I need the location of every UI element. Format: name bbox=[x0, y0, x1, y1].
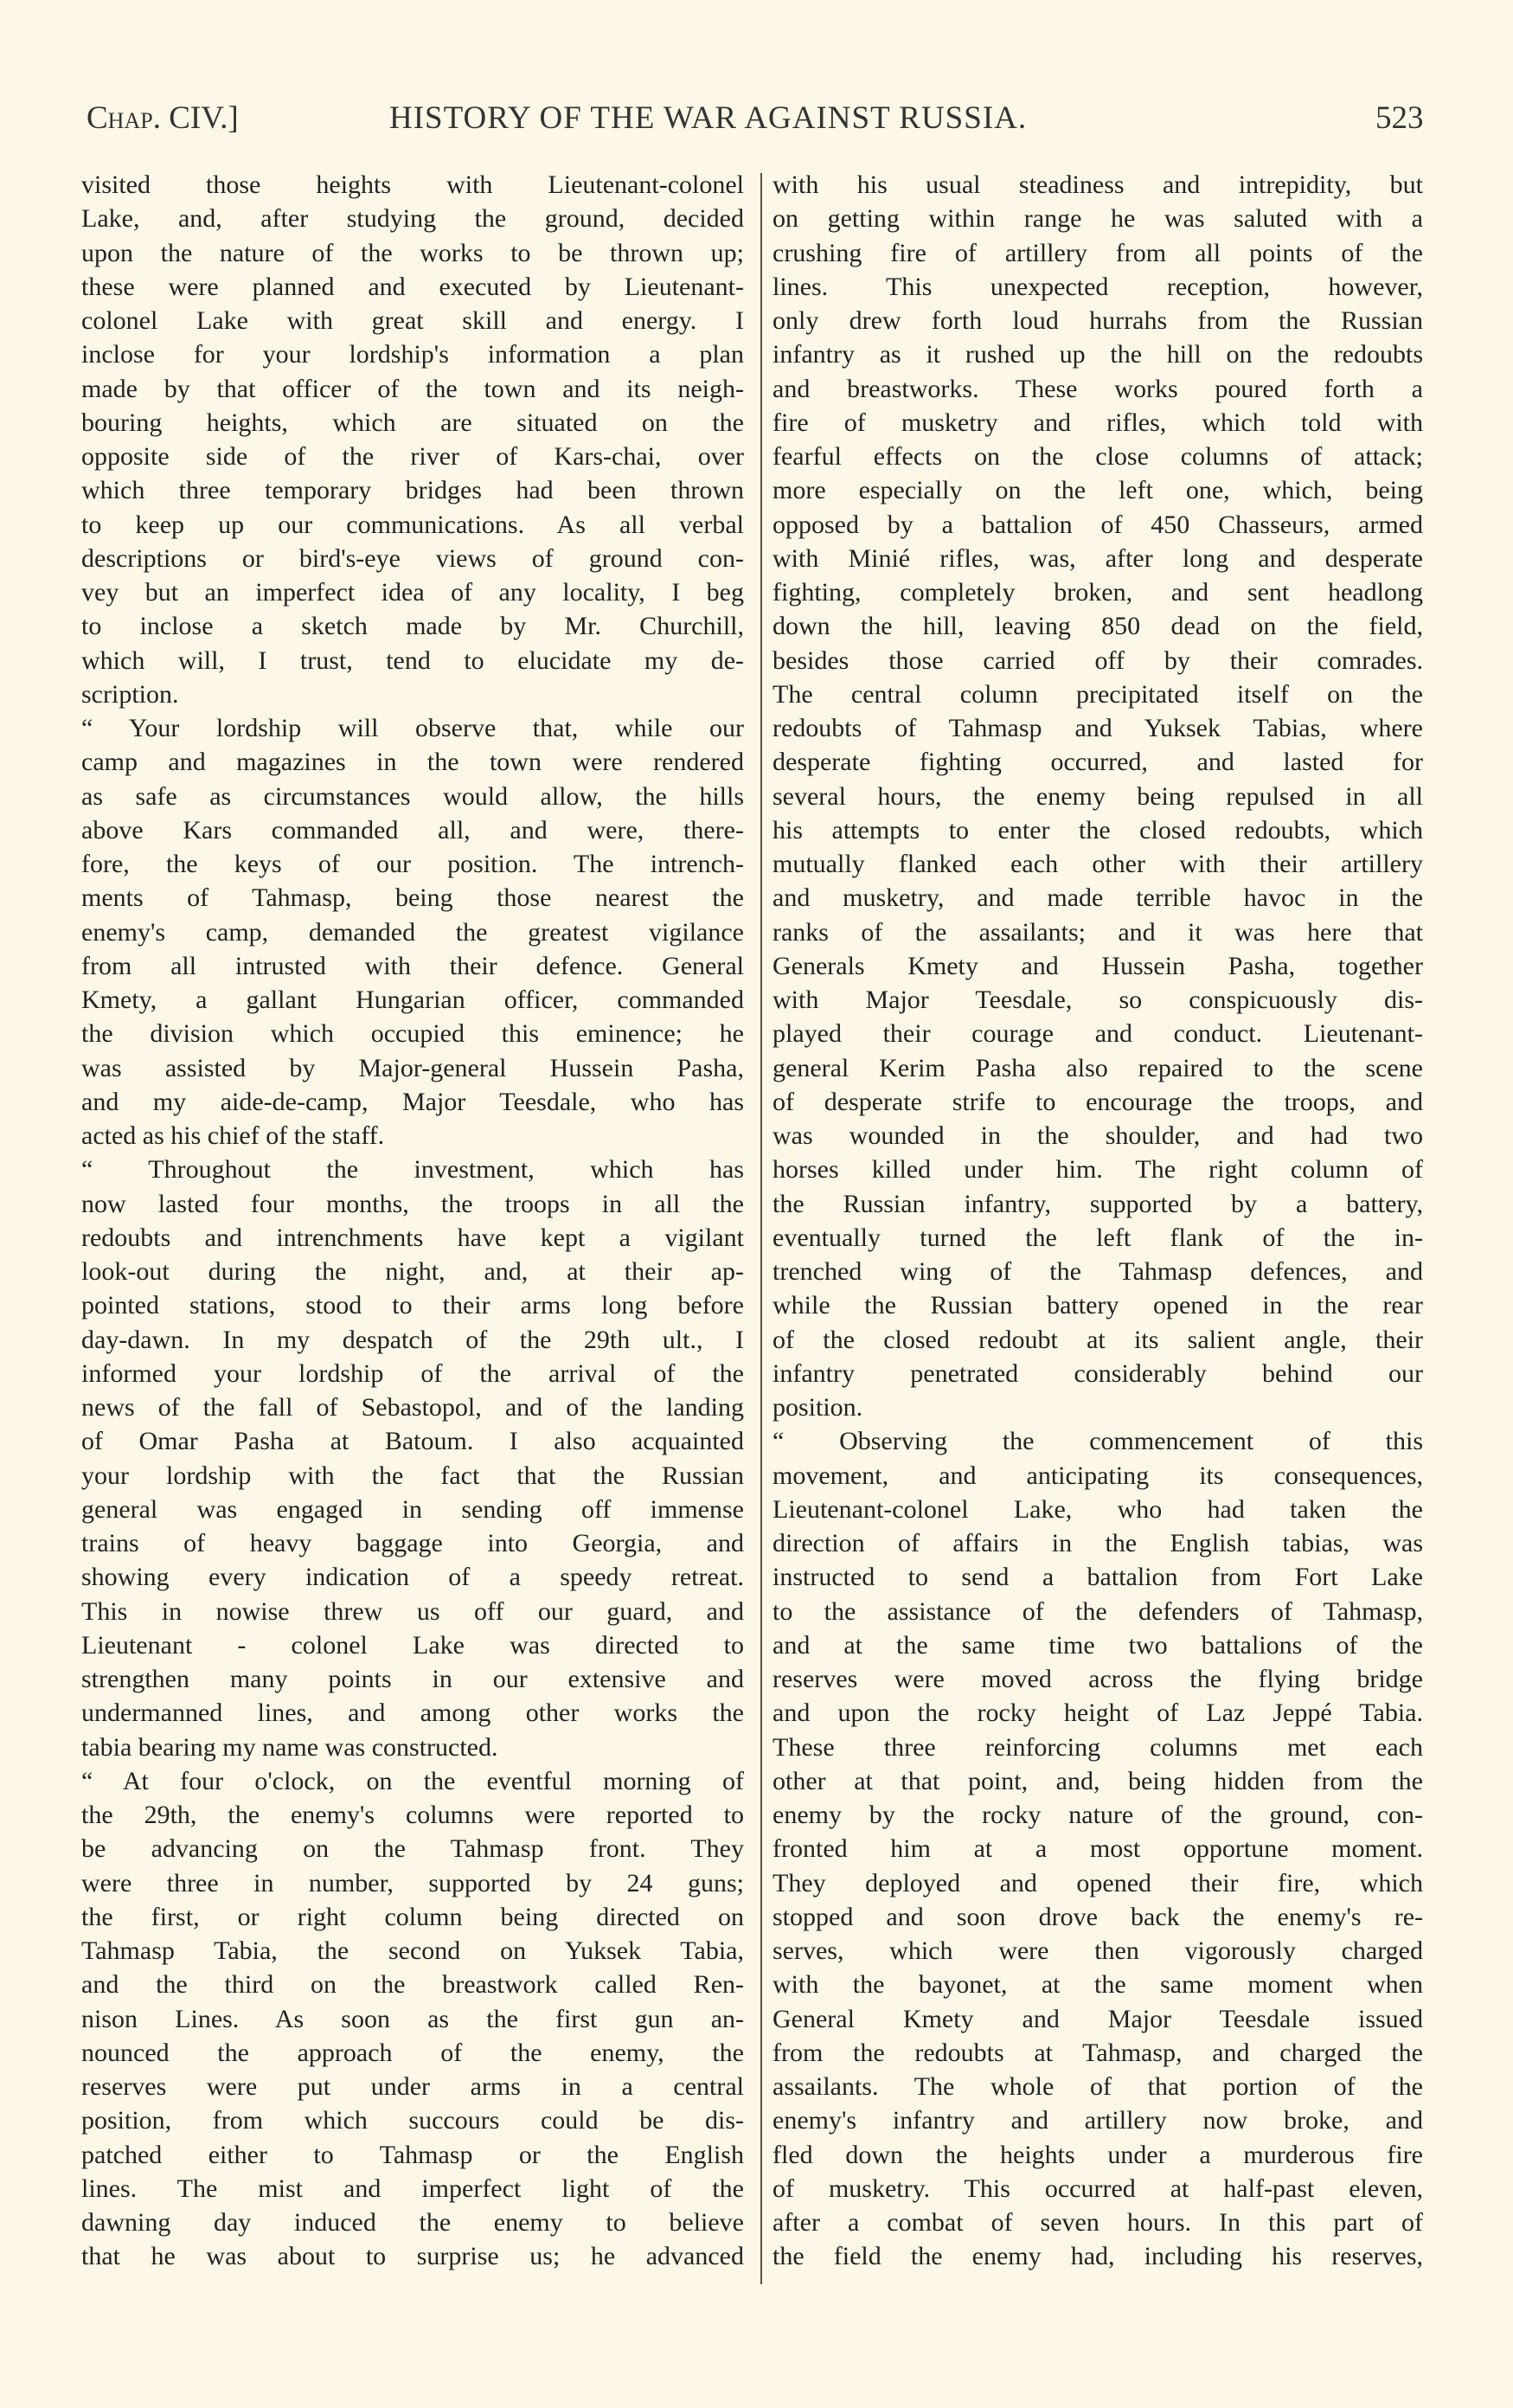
text-line: with his usual steadiness and intrepidity, but bbox=[773, 170, 1423, 199]
text-line: opposite side of the river of Kars-chai, over bbox=[81, 442, 744, 471]
text-line: and the third on the breastwork called Ren- bbox=[81, 1970, 744, 2000]
text-line: now lasted four months, the troops in all the bbox=[81, 1189, 744, 1218]
text-line: enemy by the rocky nature of the ground, con- bbox=[773, 1801, 1423, 1829]
text-line: other at that point, and, being hidden from the bbox=[773, 1766, 1423, 1795]
text-line: “ Observing the commencement of this bbox=[773, 1427, 1423, 1456]
text-line: Lake, and, after studying the ground, decided bbox=[81, 204, 744, 234]
text-line: eventually turned the left flank of the in- bbox=[773, 1223, 1423, 1252]
text-line: ments of Tahmasp, being those nearest the bbox=[81, 883, 744, 913]
text-line: redoubts and intrenchments have kept a vigilant bbox=[81, 1223, 744, 1252]
text-line: direction of affairs in the English tabias, was bbox=[773, 1529, 1423, 1557]
text-line: the 29th, the enemy's columns were reported to bbox=[81, 1801, 744, 1829]
text-line: were three in number, supported by 24 guns; bbox=[81, 1868, 744, 1898]
text-line: while the Russian battery opened in the rear bbox=[773, 1291, 1423, 1320]
text-line: as safe as circumstances would allow, the hills bbox=[81, 781, 744, 811]
text-line: descriptions or bird's-eye views of ground con- bbox=[81, 543, 744, 573]
text-line: showing every indication of a speedy retreat. bbox=[81, 1563, 744, 1592]
text-line: visited those heights with Lieutenant-colonel bbox=[81, 170, 744, 199]
text-line: trains of heavy baggage into Georgia, and bbox=[81, 1529, 744, 1557]
text-line: tabia bearing my name was constructed. bbox=[81, 1732, 498, 1762]
text-line: Tahmasp Tabia, the second on Yuksek Tabia, bbox=[81, 1936, 744, 1965]
text-line: fighting, completely broken, and sent headlong bbox=[773, 578, 1423, 607]
text-line: and upon the rocky height of Laz Jeppé Tabia. bbox=[773, 1698, 1423, 1728]
text-line: from all intrusted with their defence. General bbox=[81, 951, 744, 980]
text-line: with the bayonet, at the same moment when bbox=[773, 1970, 1423, 2000]
text-line: General Kmety and Major Teesdale issued bbox=[773, 2004, 1423, 2033]
running-head-chapter: Chap. CIV.] bbox=[87, 100, 239, 136]
text-line: opposed by a battalion of 450 Chasseurs, armed bbox=[773, 510, 1423, 539]
text-line: only drew forth loud hurrahs from the Russian bbox=[773, 306, 1423, 335]
text-line: the first, or right column being directed on bbox=[81, 1902, 744, 1931]
text-line: general was engaged in sending off immense bbox=[81, 1494, 744, 1524]
text-line: “ Your lordship will observe that, while our bbox=[81, 714, 744, 742]
text-line: reserves were moved across the flying bridge bbox=[773, 1665, 1423, 1693]
text-line: “ Throughout the investment, which has bbox=[81, 1155, 744, 1185]
text-line: The central column precipitated itself on the bbox=[773, 679, 1423, 709]
right-text-column bbox=[773, 168, 1423, 2274]
text-line: was assisted by Major-general Hussein Pasha, bbox=[81, 1053, 744, 1082]
text-line: these were planned and executed by Lieutenant- bbox=[81, 272, 744, 301]
text-line: crushing fire of artillery from all points of the bbox=[773, 238, 1423, 267]
text-line: that he was about to surprise us; he advanced bbox=[81, 2242, 744, 2271]
text-line: infantry penetrated considerably behind our bbox=[773, 1358, 1423, 1388]
text-line: be advancing on the Tahmasp front. They bbox=[81, 1834, 744, 1864]
text-line: strengthen many points in our extensive and bbox=[81, 1665, 744, 1693]
text-line: news of the fall of Sebastopol, and of the landing bbox=[81, 1393, 744, 1422]
text-line: look-out during the night, and, at their ap- bbox=[81, 1257, 744, 1286]
text-line: dawning day induced the enemy to believe bbox=[81, 2208, 744, 2237]
column-divider bbox=[760, 173, 762, 2284]
text-line: scription. bbox=[81, 679, 179, 709]
text-line: of the closed redoubt at its salient angle, their bbox=[773, 1325, 1423, 1354]
text-line: made by that officer of the town and its neigh- bbox=[81, 374, 744, 403]
text-line: Lieutenant - colonel Lake was directed to bbox=[81, 1630, 744, 1660]
text-line: the field the enemy had, including his reserves, bbox=[773, 2242, 1423, 2271]
text-line: and at the same time two battalions of the bbox=[773, 1630, 1423, 1660]
text-line: his attempts to enter the closed redoubts, which bbox=[773, 815, 1423, 844]
text-line: the division which occupied this eminence; he bbox=[81, 1019, 744, 1049]
text-line: They deployed and opened their fire, which bbox=[773, 1868, 1423, 1898]
text-line: redoubts of Tahmasp and Yuksek Tabias, where bbox=[773, 714, 1423, 742]
text-line: to keep up our communications. As all verbal bbox=[81, 510, 744, 539]
text-line: infantry as it rushed up the hill on the redoubts bbox=[773, 340, 1423, 369]
page-number: 523 bbox=[1375, 100, 1424, 136]
text-line: desperate fighting occurred, and lasted for bbox=[773, 748, 1423, 777]
text-line: with Minié rifles, was, after long and desperate bbox=[773, 543, 1423, 573]
text-line: This in nowise threw us off our guard, and bbox=[81, 1596, 744, 1626]
text-line: several hours, the enemy being repulsed in all bbox=[773, 781, 1423, 811]
text-line: stopped and soon drove back the enemy's re- bbox=[773, 1902, 1423, 1931]
text-line: which will, I trust, tend to elucidate my de- bbox=[81, 645, 744, 675]
text-line: nison Lines. As soon as the first gun an- bbox=[81, 2004, 744, 2033]
text-line: upon the nature of the works to be thrown up; bbox=[81, 238, 744, 267]
text-line: enemy's infantry and artillery now broke, and bbox=[773, 2106, 1423, 2135]
text-line: general Kerim Pasha also repaired to the scene bbox=[773, 1053, 1423, 1082]
text-line: serves, which were then vigorously charged bbox=[773, 1936, 1423, 1965]
text-line: and my aide-de-camp, Major Teesdale, who has bbox=[81, 1087, 744, 1116]
text-line: instructed to send a battalion from Fort Lake bbox=[773, 1563, 1423, 1592]
text-line: movement, and anticipating its consequences, bbox=[773, 1461, 1423, 1490]
text-line: ranks of the assailants; and it was here that bbox=[773, 917, 1423, 947]
text-line: vey but an imperfect idea of any locality, I beg bbox=[81, 578, 744, 607]
text-line: colonel Lake with great skill and energy. I bbox=[81, 306, 744, 335]
text-line: camp and magazines in the town were rendered bbox=[81, 748, 744, 777]
text-line: your lordship with the fact that the Russian bbox=[81, 1461, 744, 1490]
text-line: lines. The mist and imperfect light of the bbox=[81, 2174, 744, 2203]
running-head-title: HISTORY OF THE WAR AGAINST RUSSIA. bbox=[389, 100, 1028, 136]
text-line: mutually flanked each other with their artillery bbox=[773, 850, 1423, 878]
text-line: pointed stations, stood to their arms long before bbox=[81, 1291, 744, 1320]
text-line: played their courage and conduct. Lieutenant- bbox=[773, 1019, 1423, 1049]
text-line: enemy's camp, demanded the greatest vigilance bbox=[81, 917, 744, 947]
text-line: horses killed under him. The right column of bbox=[773, 1155, 1423, 1185]
text-line: fronted him at a most opportune moment. bbox=[773, 1834, 1423, 1864]
text-line: These three reinforcing columns met each bbox=[773, 1732, 1423, 1762]
text-line: which three temporary bridges had been thrown bbox=[81, 476, 744, 505]
text-line: undermanned lines, and among other works the bbox=[81, 1698, 744, 1728]
text-line: on getting within range he was saluted with a bbox=[773, 204, 1423, 234]
text-line: Kmety, a gallant Hungarian officer, commanded bbox=[81, 986, 744, 1014]
text-line: patched either to Tahmasp or the English bbox=[81, 2140, 744, 2169]
text-line: to the assistance of the defenders of Tahmasp, bbox=[773, 1596, 1423, 1626]
text-line: fled down the heights under a murderous fire bbox=[773, 2140, 1423, 2169]
text-line: day-dawn. In my despatch of the 29th ult., I bbox=[81, 1325, 744, 1354]
text-line: down the hill, leaving 850 dead on the field, bbox=[773, 612, 1423, 641]
text-line: with Major Teesdale, so conspicuously dis- bbox=[773, 986, 1423, 1014]
text-line: bouring heights, which are situated on the bbox=[81, 408, 744, 437]
text-line: from the redoubts at Tahmasp, and charged the bbox=[773, 2038, 1423, 2067]
text-line: fire of musketry and rifles, which told with bbox=[773, 408, 1423, 437]
text-line: position, from which succours could be dis- bbox=[81, 2106, 744, 2135]
text-line: acted as his chief of the staff. bbox=[81, 1121, 385, 1150]
text-line: more especially on the left one, which, being bbox=[773, 476, 1423, 505]
text-line: the Russian infantry, supported by a battery, bbox=[773, 1189, 1423, 1218]
text-line: inclose for your lordship's information a plan bbox=[81, 340, 744, 369]
text-line: above Kars commanded all, and were, there- bbox=[81, 815, 744, 844]
text-line: informed your lordship of the arrival of the bbox=[81, 1358, 744, 1388]
text-line: and musketry, and made terrible havoc in the bbox=[773, 883, 1423, 913]
left-text-column bbox=[81, 168, 744, 2274]
text-line: trenched wing of the Tahmasp defences, and bbox=[773, 1257, 1423, 1286]
text-line: to inclose a sketch made by Mr. Churchill, bbox=[81, 612, 744, 641]
text-line: was wounded in the shoulder, and had two bbox=[773, 1121, 1423, 1150]
text-line: reserves were put under arms in a central bbox=[81, 2072, 744, 2101]
text-line: lines. This unexpected reception, however, bbox=[773, 272, 1423, 301]
text-line: of desperate strife to encourage the troops, and bbox=[773, 1087, 1423, 1116]
text-line: assailants. The whole of that portion of the bbox=[773, 2072, 1423, 2101]
text-line: Lieutenant-colonel Lake, who had taken the bbox=[773, 1494, 1423, 1524]
text-line: position. bbox=[773, 1393, 863, 1422]
text-line: of Omar Pasha at Batoum. I also acquainted bbox=[81, 1427, 744, 1456]
text-line: fearful effects on the close columns of attack; bbox=[773, 442, 1423, 471]
text-line: besides those carried off by their comrades. bbox=[773, 645, 1423, 675]
text-line: Generals Kmety and Hussein Pasha, together bbox=[773, 951, 1423, 980]
text-line: “ At four o'clock, on the eventful morning of bbox=[81, 1766, 744, 1795]
text-line: after a combat of seven hours. In this part of bbox=[773, 2208, 1423, 2237]
text-line: fore, the keys of our position. The intrench- bbox=[81, 850, 744, 878]
text-line: of musketry. This occurred at half-past eleven, bbox=[773, 2174, 1423, 2203]
text-line: and breastworks. These works poured forth a bbox=[773, 374, 1423, 403]
text-line: nounced the approach of the enemy, the bbox=[81, 2038, 744, 2067]
